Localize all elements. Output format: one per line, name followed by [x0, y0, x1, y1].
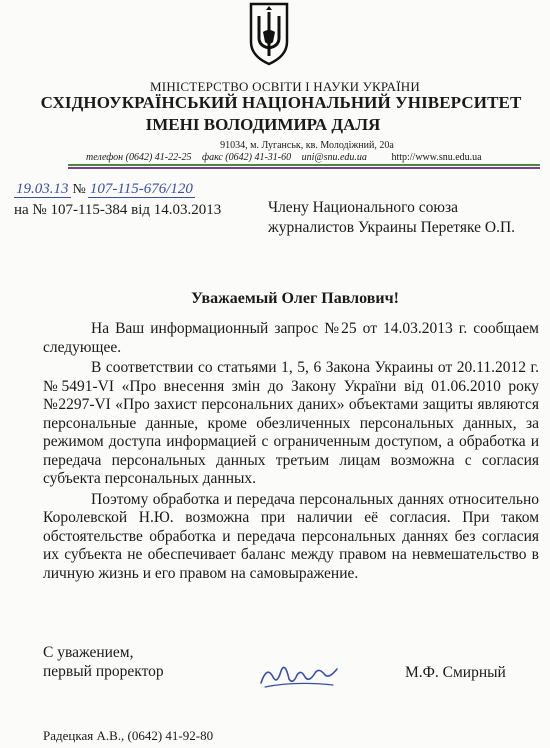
header-rule-purple — [68, 167, 540, 169]
email-text: uni@snu.edu.ua — [301, 152, 367, 163]
reply-reference: на № 107-115-384 від 14.03.2013 — [14, 202, 222, 218]
website-text: http://www.snu.edu.ua — [391, 152, 482, 163]
body-paragraph: В соответствии со статьями 1, 5, 6 Закона Украины от 20.11.2012 г. №5491-VI «Про внесення змін до Закону України від 01.06.2010 року №2297-VI «Про захист персональних даних» объектами защиты являются персональные данные, кроме обезличенных персональных данных, за режимом доступа информацией с ограниченным доступом, а обработка и передача персональных данных третьим лицам возможна с согласия субъекта персональных данных. — [43, 359, 539, 487]
closing-block — [43, 643, 164, 681]
phone-text: телефон (0642) 41-22-25 — [86, 152, 192, 163]
addressee-block — [268, 198, 515, 238]
university-address: 91034, м. Луганськ, кв. Молодіжний, 20а — [220, 140, 394, 151]
handwritten-signature-icon — [255, 655, 343, 693]
signer-position: первый проректор — [43, 663, 164, 680]
handwritten-date: 19.03.13 — [16, 181, 69, 197]
letter-body — [43, 320, 539, 585]
university-name-line2: ІМЕНІ ВОЛОДИМИРА ДАЛЯ — [145, 115, 381, 134]
closing-regards: С уважением, — [43, 644, 134, 661]
contact-line — [86, 152, 490, 163]
number-sign: № — [72, 182, 86, 197]
outgoing-reference — [14, 181, 195, 198]
university-name: СХІДНОУКРАЇНСЬКИЙ НАЦІОНАЛЬНИЙ УНІВЕРСИТЕТ — [40, 93, 522, 112]
body-paragraph: Поэтому обработка и передача персональных даннях относительно Королевской Н.Ю. возможна при наличии её согласия. При таком обстоятельстве обработка и передача персональных даннях без согласия их субъекта не обеспечивает баланс между правом на невмешательство в личную жизнь и его правом на самовыражение. — [43, 490, 539, 582]
ministry-name: МІНІСТЕРСТВО ОСВІТИ І НАУКИ УКРАЇНИ — [150, 79, 420, 94]
addressee-line: Члену Национального союза — [268, 199, 458, 216]
executor-contact: Радецкая А.В., (0642) 41-92-80 — [43, 728, 214, 743]
body-paragraph: На Ваш информационный запрос №25 от 14.03.2013 г. сообщаем следующее. — [43, 320, 539, 356]
handwritten-number: 107-115-676/120 — [89, 181, 193, 197]
fax-text: факс (0642) 41-31-60 — [201, 152, 292, 163]
ukraine-trident-emblem-icon — [247, 2, 291, 66]
header-rule-green — [68, 164, 540, 166]
salutation: Уважаемый Олег Павлович! — [191, 290, 399, 307]
addressee-line: журналистов Украины Перетяке О.П. — [268, 219, 516, 236]
signer-name: М.Ф. Смирный — [405, 664, 506, 681]
